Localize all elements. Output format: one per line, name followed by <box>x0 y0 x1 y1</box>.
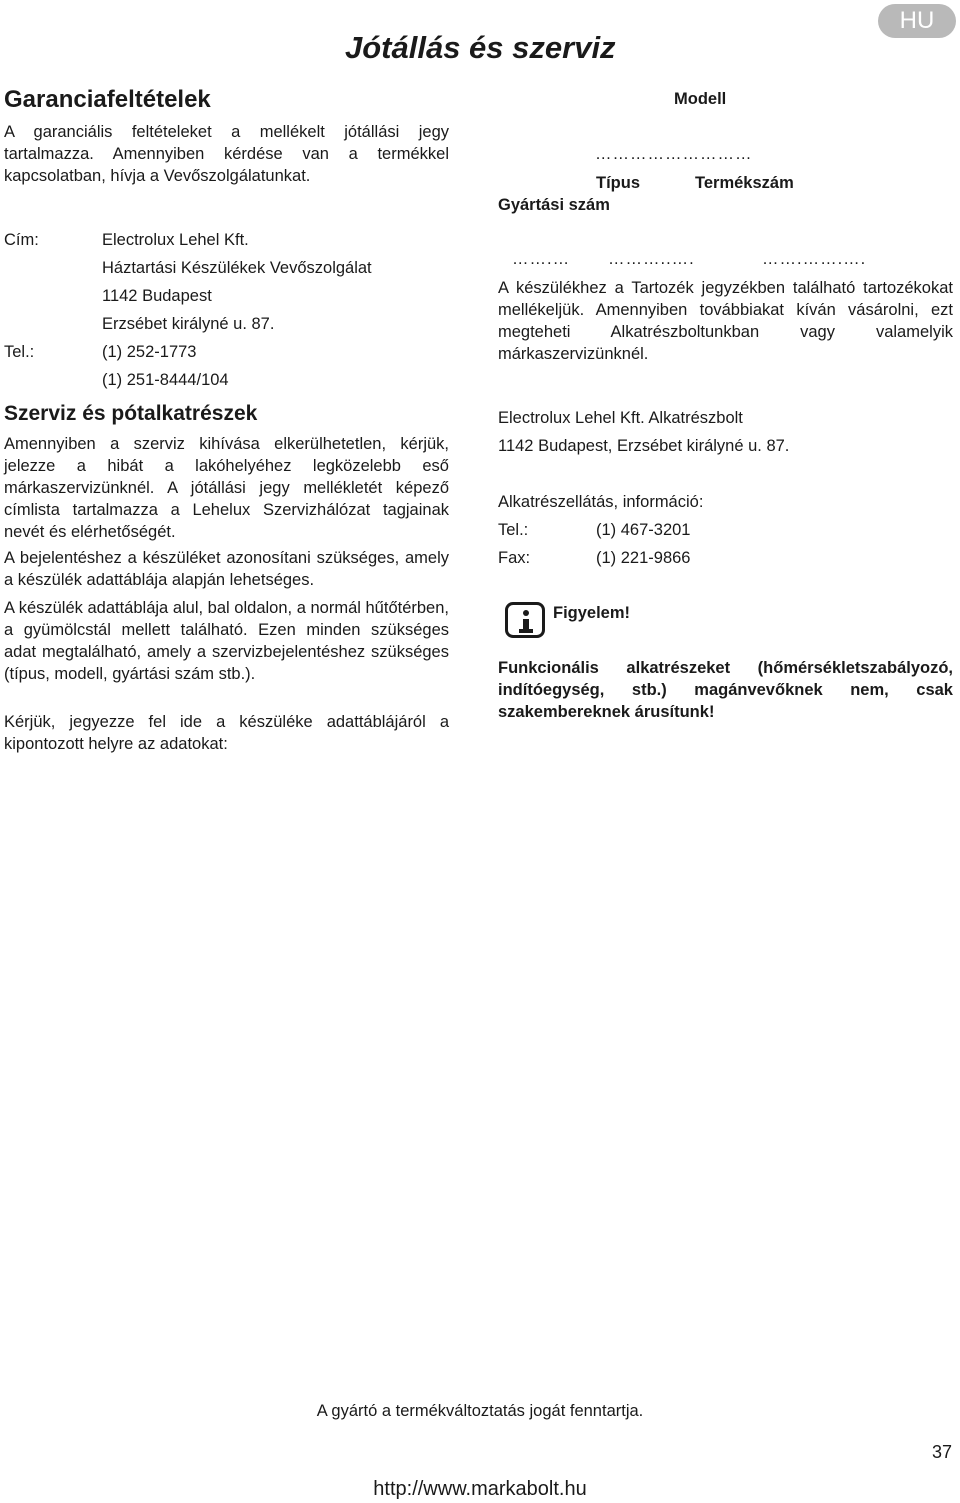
address-department: Háztartási Készülékek Vevőszolgálat <box>102 259 372 277</box>
service-paragraph: Amennyiben a szerviz kihívása elkerülhetetlen, kérjük, jelezze a hibát a lakóhelyéhez legközelebb eső márkaszervizünknél. A jótállási jegy mellékletét képező címlista tartalmazza a Lehelux Szervizhálózat tagjainak nevét és elérhetőségét. <box>4 435 449 541</box>
address-street: Erzsébet királyné u. 87. <box>102 315 275 333</box>
shop-address: 1142 Budapest, Erzsébet királyné u. 87. <box>498 437 790 455</box>
service-heading: Szerviz és pótalkatrészek <box>4 402 258 425</box>
accessories-text: A készülékhez a Tartozék jegyzékben található tartozékokat mellékeljük. Amennyiben továbbiakat kíván vásárolni, ezt megteheti Alkatrészboltunkban vagy valamelyik márkaszervizünknél. <box>498 279 953 363</box>
modell-dots: ……………………… <box>595 145 753 163</box>
tipus-label: Típus <box>596 174 640 192</box>
phone-1: (1) 252-1773 <box>102 343 197 361</box>
shop-fax-label: Fax: <box>498 549 531 567</box>
service-paragraph: A bejelentéshez a készüléket azonosítani szükséges, amely a készülék adattáblája alapján lehetséges. <box>4 549 449 589</box>
guarantee-text: A garanciális feltételeket a mellékelt jótállási jegy tartalmazza. Amennyiben kérdése van a termékkel kapcsolatban, hívja a Vevőszolgálatunkat. <box>4 123 449 185</box>
address-label: Cím: <box>4 231 39 249</box>
attention-label: Figyelem! <box>553 604 631 622</box>
warning-text: Funkcionális alkatrészeket (hőmérsékletszabályozó, indítóegység, stb.) magánvevőknek nem, csak szakembereknek árusítunk! <box>498 659 953 721</box>
guarantee-heading: Garanciafeltételek <box>4 86 211 113</box>
dots-field: ………..…. <box>608 250 695 268</box>
page-number: 37 <box>931 1442 952 1462</box>
address-company: Electrolux Lehel Kft. <box>102 231 249 249</box>
service-paragraph: Kérjük, jegyezze fel ide a készüléke adattáblájáról a kipontozott helyre az adatokat: <box>4 713 449 753</box>
shop-tel-value: (1) 467-3201 <box>596 521 691 539</box>
dots-field: …….…….…. <box>762 250 867 268</box>
gyartasi-szam-label: Gyártási szám <box>498 196 610 214</box>
phone-label: Tel.: <box>4 343 35 361</box>
termekszam-label: Termékszám <box>695 174 794 192</box>
service-paragraph: A készülék adattáblája alul, bal oldalon, a normál hűtőtérben, a gyümölcstál mellett található. Ezen minden szükséges adat megtalálható, amely a szervizbejelentéshez szükséges (típus, modell, gyártási szám stb.). <box>4 599 449 683</box>
language-badge: HU <box>878 4 956 38</box>
shop-tel-label: Tel.: <box>498 521 529 539</box>
address-city: 1142 Budapest <box>102 287 212 305</box>
shop-name: Electrolux Lehel Kft. Alkatrészbolt <box>498 409 743 427</box>
footer-url[interactable]: http://www.markabolt.hu <box>373 1478 587 1500</box>
dots-field: …….… <box>512 250 571 268</box>
supply-label: Alkatrészellátás, információ: <box>498 493 704 511</box>
shop-fax-value: (1) 221-9866 <box>596 549 691 567</box>
info-icon <box>505 602 545 638</box>
modell-label: Modell <box>674 90 727 108</box>
page-title: Jótállás és szerviz <box>345 30 616 65</box>
phone-2: (1) 251-8444/104 <box>102 371 229 389</box>
footer-note: A gyártó a termékváltoztatás jogát fenntartja. <box>316 1402 644 1420</box>
